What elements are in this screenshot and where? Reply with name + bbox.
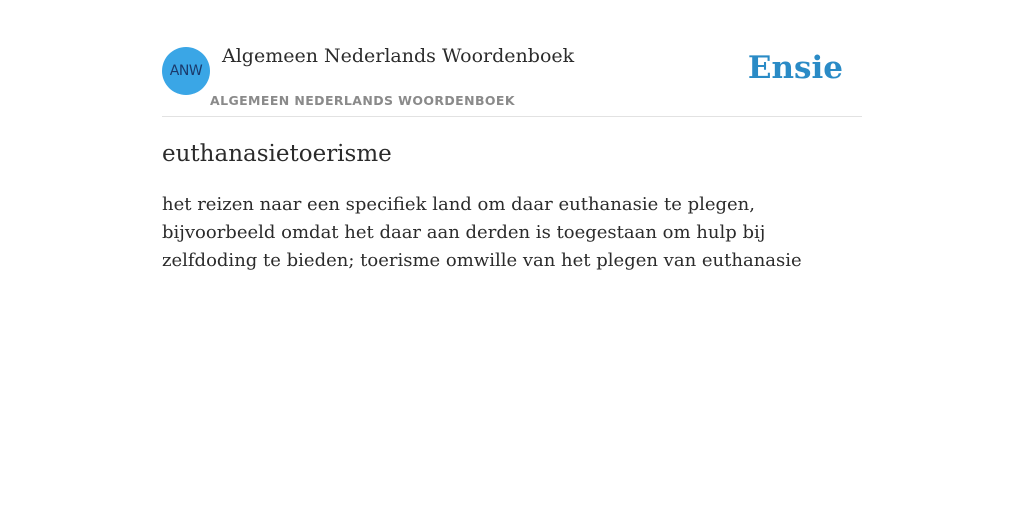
source-subtitle: ALGEMEEN NEDERLANDS WOORDENBOEK	[210, 93, 515, 108]
ensie-brand-link[interactable]: Ensie	[747, 50, 843, 86]
entry-card	[162, 0, 862, 275]
entry-term: euthanasietoerisme	[162, 141, 392, 167]
anw-logo	[162, 47, 210, 95]
entry-header	[162, 0, 862, 117]
logo-text: ANW	[169, 63, 203, 79]
source-title: Algemeen Nederlands Woordenboek	[222, 45, 575, 67]
entry-definition: het reizen naar een specifiek land om daar euthanasie te plegen, bijvoorbeeld omdat het daar aan derden is toegestaan om hulp bij zelfdoding te bieden; toerisme omwille van het plegen van euthanasie	[162, 194, 802, 271]
